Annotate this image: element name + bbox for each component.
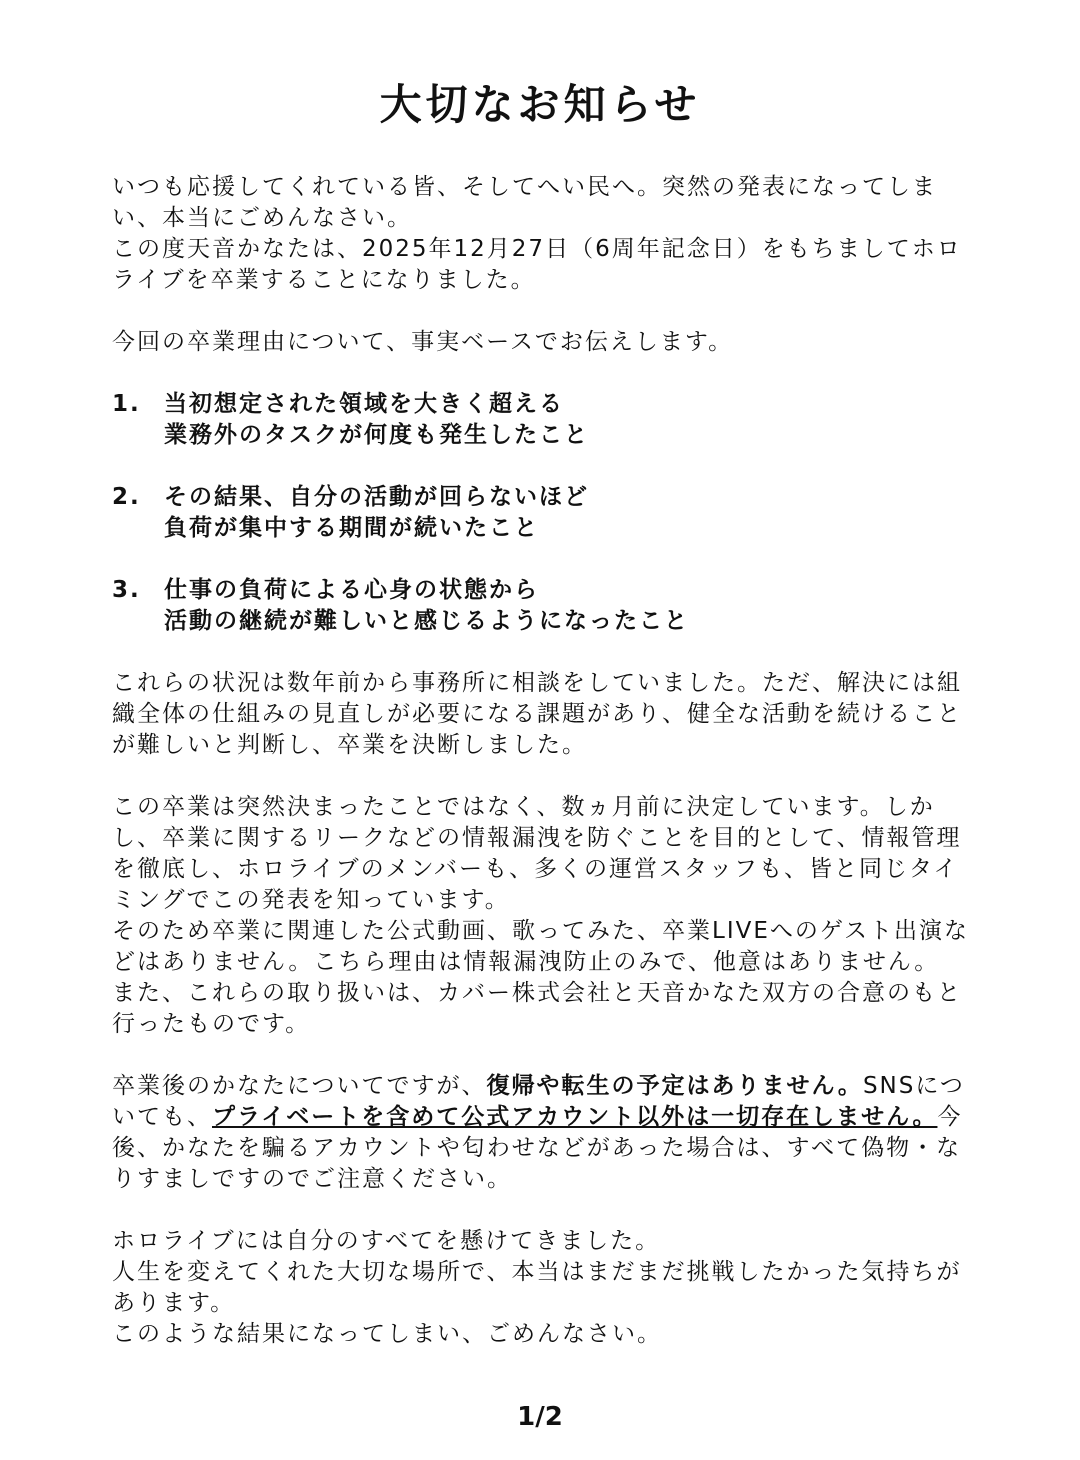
- reason-text: [164, 389, 972, 451]
- reason-line: 仕事の負荷による心身の状態から: [164, 577, 539, 603]
- reason-line: 当初想定された領域を大きく超える: [164, 391, 564, 417]
- page-number: 1/2: [517, 1402, 563, 1432]
- secrecy-line-3: また、これらの取り扱いは、カバー株式会社と天音かなた双方の合意のもと行ったものです。: [112, 980, 962, 1037]
- reasons-intro: 今回の卒業理由について、事実ベースでお伝えします。: [112, 329, 734, 355]
- reason-line: その結果、自分の活動が回らないほど: [164, 484, 589, 510]
- reason-number: 3.: [112, 577, 141, 603]
- spacer: [112, 1040, 972, 1071]
- document-body: [112, 172, 972, 1350]
- future-text-1: 卒業後のかなたについてですが、: [112, 1073, 487, 1099]
- reasons-list: [112, 389, 972, 637]
- closing-line-1: ホロライブには自分のすべてを懸けてきました。: [112, 1228, 661, 1254]
- spacer: [112, 1195, 972, 1226]
- reason-number: 1.: [112, 391, 141, 417]
- reason-line: 負荷が集中する期間が続いたこと: [164, 515, 539, 541]
- future-paragraph: [112, 1071, 972, 1195]
- reason-line: 業務外のタスクが何度も発生したこと: [164, 422, 589, 448]
- page-title: 大切なお知らせ: [379, 80, 701, 129]
- reason-text: [164, 575, 972, 637]
- closing-line-2: 人生を変えてくれた大切な場所で、本当はまだまだ挑戦したかった気持ちがあります。: [112, 1259, 962, 1316]
- spacer: [112, 296, 972, 327]
- secrecy-line-2: そのため卒業に関連した公式動画、歌ってみた、卒業LIVEへのゲスト出演などはありません。こちら理由は情報漏洩防止のみで、他意はありません。: [112, 918, 969, 975]
- consultation-paragraph: これらの状況は数年前から事務所に相談をしていました。ただ、解決には組織全体の仕組みの見直しが必要になる課題があり、健全な活動を続けることが難しいと判断し、卒業を決断しました。: [112, 670, 962, 758]
- reason-number: 2.: [112, 484, 141, 510]
- secrecy-line-1: この卒業は突然決まったことではなく、数ヵ月前に決定しています。しかし、卒業に関するリークなどの情報漏洩を防ぐことを目的として、情報管理を徹底し、ホロライブのメンバーも、多くの運営スタッフも、皆と同じタイミングでこの発表を知っています。: [112, 794, 962, 913]
- reason-text: [164, 482, 972, 544]
- intro-line-2: この度天音かなたは、2025年12月27日（6周年記念日）をもちましてホロライブを卒業することになりました。: [112, 236, 962, 293]
- reason-item-2: [112, 482, 972, 544]
- reason-item-3: [112, 575, 972, 637]
- reason-item-1: [112, 389, 972, 451]
- spacer: [112, 761, 972, 792]
- no-private-accounts-statement: プライベートを含めて公式アカウント以外は一切存在しません。: [212, 1104, 938, 1130]
- future-text-2: SNSについても、: [112, 1073, 965, 1130]
- future-text-3: 今後、かなたを騙るアカウントや匂わせなどがあった場合は、すべて偽物・なりすましですのでご注意ください。: [112, 1104, 963, 1192]
- closing-line-3: このような結果になってしまい、ごめんなさい。: [112, 1321, 662, 1347]
- spacer: [112, 358, 972, 389]
- spacer: [112, 637, 972, 668]
- no-return-statement: 復帰や転生の予定はありません。: [486, 1073, 863, 1099]
- reason-line: 活動の継続が難しいと感じるようになったこと: [164, 608, 689, 634]
- intro-line-1: いつも応援してくれている皆、そしてへい民へ。突然の発表になってしまい、本当にごめんなさい。: [112, 174, 937, 231]
